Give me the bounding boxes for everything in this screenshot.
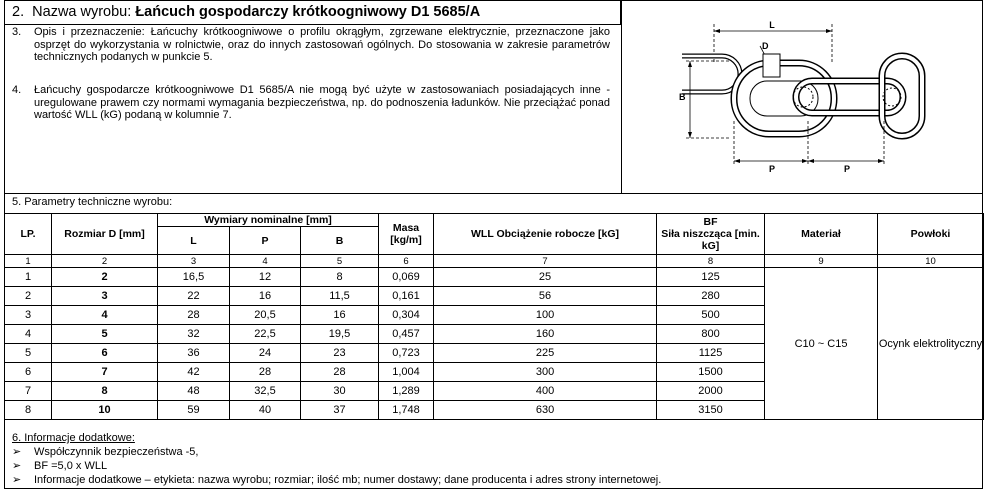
cell-masa: 0,304 — [379, 306, 434, 325]
col-number: 10 — [878, 255, 984, 268]
description-text: Opis i przeznaczenie: Łańcuchy krótkoogniwowe o profilu okrągłym, zgrzewane elektrycznie, przeznaczone jako osprzęt do wykorzystania w rolnictwie, oraz do innych zastosowań ogólnych. Do stosowania w zakresie parametrów technicznych podanych w punkcie 5. — [34, 26, 610, 63]
cell-masa: 0,457 — [379, 325, 434, 344]
header-bf — [657, 214, 765, 255]
label-D: D — [762, 41, 769, 51]
arrow-head — [826, 29, 832, 33]
arrow-head — [714, 29, 720, 33]
header-material: Materiał — [765, 214, 878, 255]
col-number: 5 — [301, 255, 379, 268]
label-L: L — [769, 20, 775, 30]
cell-B: 37 — [301, 401, 379, 420]
col-number: 6 — [379, 255, 434, 268]
cell-bf: 125 — [657, 268, 765, 287]
label-B: B — [679, 92, 686, 102]
header-powloki: Powłoki — [878, 214, 984, 255]
arrow-head — [688, 61, 692, 67]
cell-bf: 3150 — [657, 401, 765, 420]
cell-L: 59 — [158, 401, 230, 420]
arrow-head — [802, 159, 808, 163]
cell-B: 16 — [301, 306, 379, 325]
info-text: Współczynnik bezpieczeństwa -5, — [34, 446, 199, 458]
list-item — [12, 459, 661, 473]
cell-size: 5 — [52, 325, 158, 344]
label-P: P — [843, 164, 851, 174]
additional-info-title: 6. Informacje dodatkowe: — [12, 432, 135, 444]
cell-wll: 400 — [434, 382, 657, 401]
header-masa: Masa [kg/m] — [379, 214, 434, 255]
chain-link-diagram — [622, 1, 982, 191]
cell-lp: 4 — [5, 325, 52, 344]
cell-wll: 300 — [434, 363, 657, 382]
product-label: Nazwa wyrobu: — [32, 4, 132, 20]
cell-wll: 56 — [434, 287, 657, 306]
header-wll: WLL Obciążenie robocze [kG] — [434, 214, 657, 255]
restrictions-text: Łańcuchy gospodarcze krótkoogniwowe D1 5685/A nie mogą być użyte w zastosowaniach posiadających inne - uregulowane prawem czy normami wymagania bezpieczeństwa, np. do podnoszenia ładunków. Nie przeciążać ponad wartość WLL (kG) podaną w kolumnie 7. — [34, 84, 610, 121]
cell-P: 32,5 — [230, 382, 301, 401]
header-L: L — [158, 227, 230, 255]
cell-lp: 6 — [5, 363, 52, 382]
chain-link-shape — [796, 81, 903, 113]
cell-P: 12 — [230, 268, 301, 287]
cell-lp: 3 — [5, 306, 52, 325]
cell-L: 16,5 — [158, 268, 230, 287]
cell-lp: 8 — [5, 401, 52, 420]
arrow-bullet-icon: ➢ — [12, 460, 22, 472]
col-number: 4 — [230, 255, 301, 268]
cell-size: 2 — [52, 268, 158, 287]
cell-bf: 1500 — [657, 363, 765, 382]
weld-section — [763, 54, 780, 77]
additional-info — [12, 431, 661, 487]
cell-B: 8 — [301, 268, 379, 287]
header-bf-title: BF — [703, 216, 718, 228]
header-B: B — [301, 227, 379, 255]
header-bf-desc: Siła niszcząca [min. kG] — [661, 228, 760, 252]
cell-wll: 160 — [434, 325, 657, 344]
info-text: BF =5,0 x WLL — [34, 460, 108, 472]
list-item — [12, 473, 661, 487]
section-divider — [4, 193, 983, 194]
cell-wll: 100 — [434, 306, 657, 325]
cell-bf: 280 — [657, 287, 765, 306]
cell-B: 30 — [301, 382, 379, 401]
cell-lp: 1 — [5, 268, 52, 287]
header-P: P — [230, 227, 301, 255]
col-number: 8 — [657, 255, 765, 268]
cell-masa: 0,069 — [379, 268, 434, 287]
col-number: 3 — [158, 255, 230, 268]
cell-bf: 500 — [657, 306, 765, 325]
col-number: 2 — [52, 255, 158, 268]
cell-P: 40 — [230, 401, 301, 420]
cell-P: 20,5 — [230, 306, 301, 325]
section-technical-params-title: 5. Parametry techniczne wyrobu: — [12, 196, 173, 208]
cell-L: 36 — [158, 344, 230, 363]
cell-B: 11,5 — [301, 287, 379, 306]
cell-material: C10 ~ C15 — [765, 268, 878, 420]
header-rozmiar: Rozmiar D [mm] — [52, 214, 158, 255]
cell-B: 19,5 — [301, 325, 379, 344]
cell-masa: 1,289 — [379, 382, 434, 401]
cell-lp: 2 — [5, 287, 52, 306]
cell-P: 22,5 — [230, 325, 301, 344]
list-item — [12, 445, 661, 459]
cell-lp: 5 — [5, 344, 52, 363]
arrow-bullet-icon: ➢ — [12, 446, 22, 458]
cell-L: 48 — [158, 382, 230, 401]
col-number: 9 — [765, 255, 878, 268]
section-number: 2. — [12, 4, 25, 20]
chain-link-shape — [734, 63, 834, 134]
chain-link-shape — [682, 56, 740, 92]
table-row — [5, 268, 984, 287]
cell-bf: 2000 — [657, 382, 765, 401]
cell-B: 28 — [301, 363, 379, 382]
col-number: 1 — [5, 255, 52, 268]
product-title-row — [4, 0, 621, 25]
product-name: Łańcuch gospodarczy krótkoogniwowy D1 5685/A — [135, 4, 481, 20]
cell-masa: 1,004 — [379, 363, 434, 382]
info-text: Informacje dodatkowe – etykieta: nazwa wyrobu; rozmiar; ilość mb; numer dostawy; dane producenta i adres strony internetowej. — [34, 474, 662, 486]
cell-wll: 630 — [434, 401, 657, 420]
cell-size: 8 — [52, 382, 158, 401]
chain-link-shape — [796, 81, 903, 113]
col-number: 7 — [434, 255, 657, 268]
cell-bf: 800 — [657, 325, 765, 344]
cell-size: 3 — [52, 287, 158, 306]
label-P: P — [768, 164, 776, 174]
cell-masa: 1,748 — [379, 401, 434, 420]
chain-link-shape — [734, 63, 834, 134]
header-lp: LP. — [5, 214, 52, 255]
arrow-head — [688, 132, 692, 138]
arrow-bullet-icon: ➢ — [12, 474, 22, 486]
cell-L: 32 — [158, 325, 230, 344]
cell-size: 7 — [52, 363, 158, 382]
cell-masa: 0,161 — [379, 287, 434, 306]
arrow-head — [878, 159, 884, 163]
cell-B: 23 — [301, 344, 379, 363]
cell-size: 10 — [52, 401, 158, 420]
technical-params-table — [4, 213, 984, 420]
cell-L: 42 — [158, 363, 230, 382]
cell-bf: 1125 — [657, 344, 765, 363]
cell-lp: 7 — [5, 382, 52, 401]
cell-size: 6 — [52, 344, 158, 363]
section-number: 3. — [12, 26, 22, 38]
header-wymiary: Wymiary nominalne [mm] — [158, 214, 379, 227]
cell-L: 22 — [158, 287, 230, 306]
cell-masa: 0,723 — [379, 344, 434, 363]
arrow-head — [734, 159, 740, 163]
column-number-row — [5, 255, 984, 268]
arrow-head — [808, 159, 814, 163]
cell-wll: 225 — [434, 344, 657, 363]
cell-size: 4 — [52, 306, 158, 325]
section-number: 4. — [12, 84, 22, 96]
cell-P: 24 — [230, 344, 301, 363]
cell-wll: 25 — [434, 268, 657, 287]
cell-L: 28 — [158, 306, 230, 325]
cell-powloka: Ocynk elektrolityczny — [878, 268, 984, 420]
cell-P: 16 — [230, 287, 301, 306]
cell-P: 28 — [230, 363, 301, 382]
